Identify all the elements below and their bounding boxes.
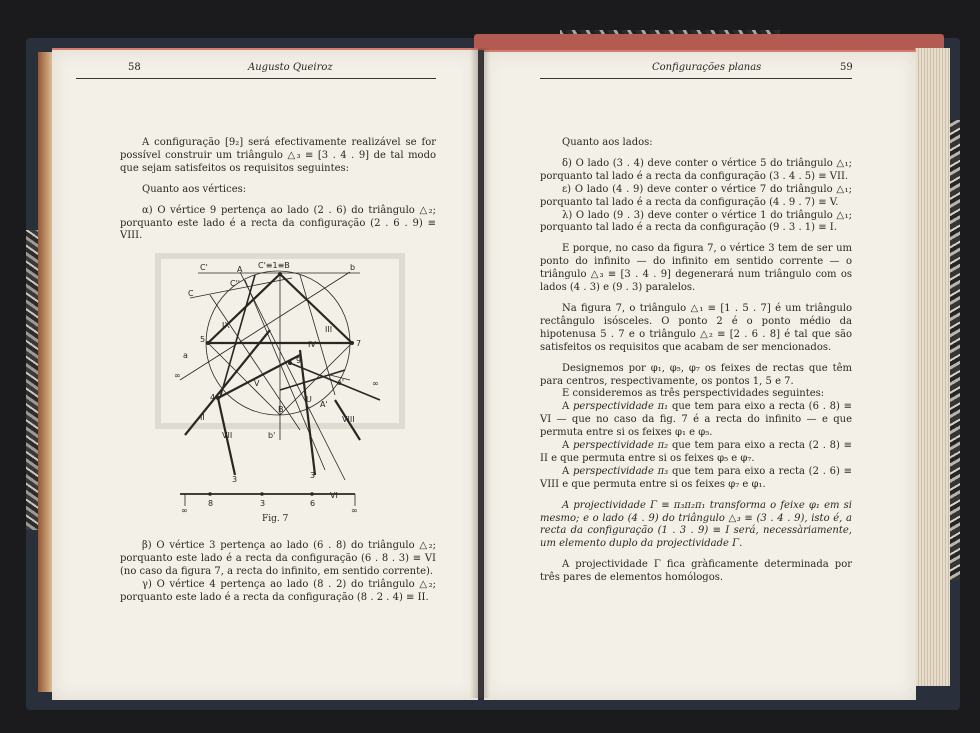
right-running-header [540, 62, 852, 79]
paragraph [540, 466, 852, 492]
label-c: C [188, 289, 194, 298]
left-text-top [120, 137, 436, 243]
label-U: U [306, 395, 312, 404]
text-span: que tem para eixo a recta (6 . 8) ≡ VI — que no caso da fig. 7 é a recta do infinito — e que permuta entre si os feixes φ₁ e φ₅. [540, 401, 852, 439]
figure-caption: Fig. 7 [262, 514, 289, 524]
point-1 [278, 272, 282, 276]
paragraph: γ) O vértice 4 pertença ao lado (8 . 2) do triângulo △₂; porquanto este lado é a recta da configuração (8 . 2 . 4) ≡ II. [120, 578, 436, 603]
label-5: 5 [200, 335, 206, 344]
paragraph-italic: A projectividade Γ ≡ π₃π₂π₁ transforma o feixe φ₁ em si mesmo; e o lado (4 . 9) do triângulo △₃ ≡ (3 . 4 . 9), isto é, a recta da configuração (1 . 3 . 9) ≡ I será, necessàriamente, um elemento duplo da projectividade Γ. [540, 499, 852, 550]
left-page-number: 58 [128, 62, 141, 73]
label-3-right: 3 [310, 471, 316, 480]
paragraph [540, 440, 852, 466]
label-b-prime: b' [268, 431, 276, 440]
label-IX: IX [222, 321, 230, 330]
figure-7-diagram [150, 250, 410, 515]
left-running-header [76, 62, 436, 79]
label-4: 4 [210, 393, 216, 402]
label-9: 9 [296, 356, 302, 365]
point-4 [216, 396, 220, 400]
text-span: A [562, 440, 573, 452]
text-span: que tem para eixo a recta (2 . 8) ≡ II e que permuta entre si os feixes φ₅ e φ₇. [540, 440, 852, 464]
line-diag-2 [245, 280, 325, 470]
label-infinity-right: ∞ [351, 506, 358, 515]
label-a: a [183, 351, 188, 360]
paragraph: Na figura 7, o triângulo △₁ ≡ [1 . 5 . 7] é um triângulo rectângulo isósceles. O ponto 2 é o ponto médio da hipotenusa 5 . 7 e o triângulo △₂ ≡ [2 . 6 . 8] é tal que são satisfeitos os requisitos que acabam de ser mencionados. [540, 302, 852, 353]
label-V: V [254, 379, 260, 388]
label-3: 3 [260, 499, 266, 508]
label-VII: VII [222, 431, 233, 440]
paragraph: α) O vértice 9 pertença ao lado (2 . 6) do triângulo △₂; porquanto este lado é a recta da configuração (2 . 6 . 9) ≡ VIII. [120, 204, 436, 242]
paragraph: ε) O lado (4 . 9) deve conter o vértice 7 do triângulo △₁; porquanto tal lado é a recta da configuração (4 . 9 . 7) ≡ V. [540, 183, 852, 208]
paragraph: A projectividade Γ fica gràficamente determinada por três pares de elementos homólogos. [540, 559, 852, 584]
label-I: I [310, 438, 313, 447]
label-8: 8 [208, 499, 214, 508]
left-text-bottom [120, 540, 436, 605]
line-I [300, 350, 315, 475]
label-A: A [237, 265, 243, 274]
label-VIII: VIII [342, 415, 355, 424]
label-c-prime: C' [200, 263, 208, 272]
text-span: A [562, 401, 573, 413]
paragraph: A configuração [9₂] será efectivamente realizável se for possível construir um triângulo △₃ ≡ [3 . 4 . 9] de tal modo que sejam satisfeitos os requisitos seguintes: [120, 137, 436, 174]
text-span: A [562, 465, 573, 477]
point-5 [206, 341, 210, 345]
paragraph: λ) O lado (9 . 3) deve conter o vértice 1 do triângulo △₁; porquanto tal lado é a recta da configuração (9 . 3 . 1) ≡ I. [540, 209, 852, 234]
label-A-prime: A' [320, 400, 328, 409]
page-stack-right [915, 48, 950, 686]
label-infinity-a: ∞ [174, 371, 181, 380]
right-running-head: Configurações planas [652, 62, 762, 73]
paragraph: E porque, no caso da figura 7, o vértice 3 tem de ser um ponto do infinito — do infinito em sentido corrente — o triângulo △₃ ≡ [3 . 4 . 9] degenerará num triângulo com os lados (4 . 3) e (9 . 3) paralelos. [540, 243, 852, 294]
italic-term: perspectividade π₁ [572, 401, 669, 413]
label-6: 6 [310, 499, 316, 508]
label-B-prime: B' [278, 405, 286, 414]
label-b: b [350, 263, 356, 272]
label-IV: IV [308, 340, 316, 349]
label-7: 7 [356, 339, 362, 348]
book-gutter [470, 48, 490, 698]
point-3 [260, 492, 264, 496]
paragraph: δ) O lado (3 . 4) deve conter o vértice 5 do triângulo △₁; porquanto tal lado é a recta da configuração (3 . 4 . 5) ≡ VII. [540, 157, 852, 182]
label-III: III [325, 325, 333, 334]
paragraph: β) O vértice 3 pertença ao lado (6 . 8) do triângulo △₂; porquanto este lado é a recta da configuração (6 . 8 . 3) ≡ VI (no caso da figura 7, a recta do infinito, em sentido corrente). [120, 540, 436, 577]
point-6 [310, 492, 314, 496]
label-a-prime: a' [337, 378, 345, 387]
label-3-upper: 3 [232, 475, 238, 484]
right-page-number: 59 [840, 62, 853, 73]
point-9 [288, 361, 292, 365]
italic-term: perspectividade π₃ [572, 465, 669, 477]
label-top-line: C'≡1≡B [258, 261, 290, 270]
label-infinity-arrow: ∞ [372, 379, 379, 388]
paragraph: Quanto aos vértices: [142, 183, 247, 195]
right-text [540, 137, 852, 585]
point-7 [350, 341, 354, 345]
paragraph: Designemos por φ₁, φ₅, φ₇ os feixes de rectas que têm para centros, respectivamente, os pontos 1, 5 e 7. [540, 362, 852, 387]
red-headband [474, 34, 944, 50]
label-II: II [200, 413, 205, 422]
label-VI: VI [330, 491, 338, 500]
paragraph [540, 401, 852, 440]
text-span: que tem para eixo a recta (2 . 6) ≡ VIII e que permuta entre si os feixes φ₇ e φ₁. [540, 465, 852, 490]
label-c-double: C'' [230, 279, 240, 288]
paragraph: Quanto aos lados: [562, 137, 653, 148]
label-infinity-left: ∞ [181, 506, 188, 515]
point-8 [208, 492, 212, 496]
italic-term: perspectividade π₂ [572, 440, 669, 452]
left-running-head: Augusto Queiroz [248, 62, 333, 73]
paragraph: E consideremos as três perspectividades seguintes: [562, 388, 825, 400]
